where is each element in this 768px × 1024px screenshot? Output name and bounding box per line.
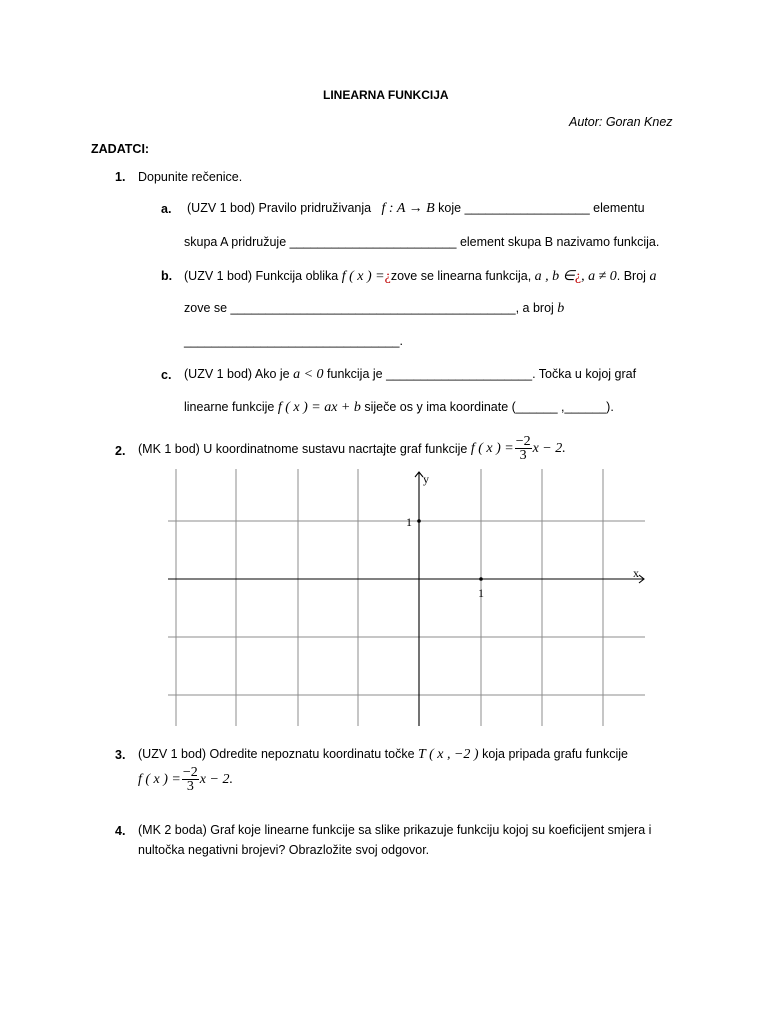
q2-text: (MK 1 bod) U koordinatnome sustavu nacrtajte graf funkcije bbox=[138, 441, 468, 456]
q1-text: Dopunite rečenice. bbox=[138, 170, 243, 184]
q3-number: 3. bbox=[115, 748, 126, 762]
tick-y-point bbox=[417, 519, 421, 523]
q1b-line3: _______________________________. bbox=[184, 334, 403, 348]
q2-frac-den: 3 bbox=[519, 448, 527, 463]
section-heading: ZADATCI: bbox=[91, 142, 150, 156]
tick-x-point bbox=[479, 577, 483, 581]
q3-math-post: x − 2. bbox=[199, 771, 233, 787]
q3-frac-num: −2 bbox=[182, 765, 198, 780]
q1c-math1: a < 0 bbox=[293, 367, 324, 382]
q3-math-pre: f ( x ) = bbox=[138, 771, 181, 787]
q3-line2 bbox=[138, 766, 233, 793]
q4-number: 4. bbox=[115, 824, 126, 838]
q1c-math2: f ( x ) = ax + b bbox=[277, 400, 361, 415]
q3-line1 bbox=[138, 747, 628, 763]
q1b-label: b. bbox=[161, 269, 173, 283]
author-line: Autor: Goran Knez bbox=[569, 115, 673, 129]
q1b-red2: ¿ bbox=[574, 269, 582, 284]
q1c-text2: funkcija je _____________________. Točka u kojoj graf bbox=[327, 367, 637, 381]
q1b-var-b: b bbox=[557, 301, 565, 316]
q1b-math1: f ( x ) = bbox=[341, 269, 385, 284]
q1a-math: f : A → B bbox=[381, 201, 435, 216]
q1a-text2: koje __________________ elementu bbox=[438, 201, 645, 215]
y-axis-label: y bbox=[423, 472, 429, 486]
q1b-math2: a , b ∈ bbox=[534, 269, 575, 284]
q4-line2: nultočka negativni brojevi? Obrazložite svoj odgovor. bbox=[138, 843, 430, 857]
q1a-line2: skupa A pridružuje ________________________ element skupa B nazivamo funkcija. bbox=[184, 235, 660, 249]
x-axis-label: x bbox=[633, 566, 639, 580]
y-tick-label: 1 bbox=[406, 515, 412, 529]
q2-number: 2. bbox=[115, 444, 126, 458]
q1b-text1: (UZV 1 bod) Funkcija oblika bbox=[184, 269, 339, 283]
q1c-label: c. bbox=[161, 368, 172, 382]
q3-frac-den: 3 bbox=[186, 779, 194, 794]
grid-lines bbox=[168, 469, 645, 726]
q1b-math3: , a ≠ 0 bbox=[581, 269, 617, 284]
q1c-text4: siječe os y ima koordinate (______ ,______). bbox=[364, 400, 614, 414]
q2-frac-num: −2 bbox=[515, 434, 531, 449]
q1a-text1: (UZV 1 bod) Pravilo pridruživanja bbox=[187, 201, 372, 215]
q2-math-post: x − 2. bbox=[532, 440, 566, 456]
q3-text2: koja pripada grafu funkcije bbox=[482, 747, 628, 761]
axes bbox=[168, 472, 644, 726]
q1b-text2: zove se linearna funkcija, bbox=[390, 269, 532, 283]
q4-line1: (MK 2 boda) Graf koje linearne funkcije sa slike prikazuje funkciju kojoj su koeficijent smjera i bbox=[138, 823, 652, 837]
q3-text: (UZV 1 bod) Odredite nepoznatu koordinatu točke bbox=[138, 747, 415, 761]
q1c-text3: linearne funkcije bbox=[184, 400, 275, 414]
q1b-text3: . Broj bbox=[616, 269, 646, 283]
q3-fraction bbox=[182, 766, 199, 793]
q1-number: 1. bbox=[115, 170, 126, 184]
document-title: LINEARNA FUNKCIJA bbox=[323, 88, 449, 102]
q3-point-math: T ( x , −2 ) bbox=[418, 747, 479, 762]
q1b-line2-text: zove se _________________________________________, a broj bbox=[184, 301, 554, 315]
q1b-red1: ¿ bbox=[384, 269, 391, 284]
q1b-var-a: a bbox=[649, 269, 657, 284]
q2-math-pre: f ( x ) = bbox=[470, 440, 514, 456]
q1c-text1: (UZV 1 bod) Ako je bbox=[184, 367, 290, 381]
q1a-label: a. bbox=[161, 202, 172, 216]
x-tick-label: 1 bbox=[478, 586, 484, 600]
